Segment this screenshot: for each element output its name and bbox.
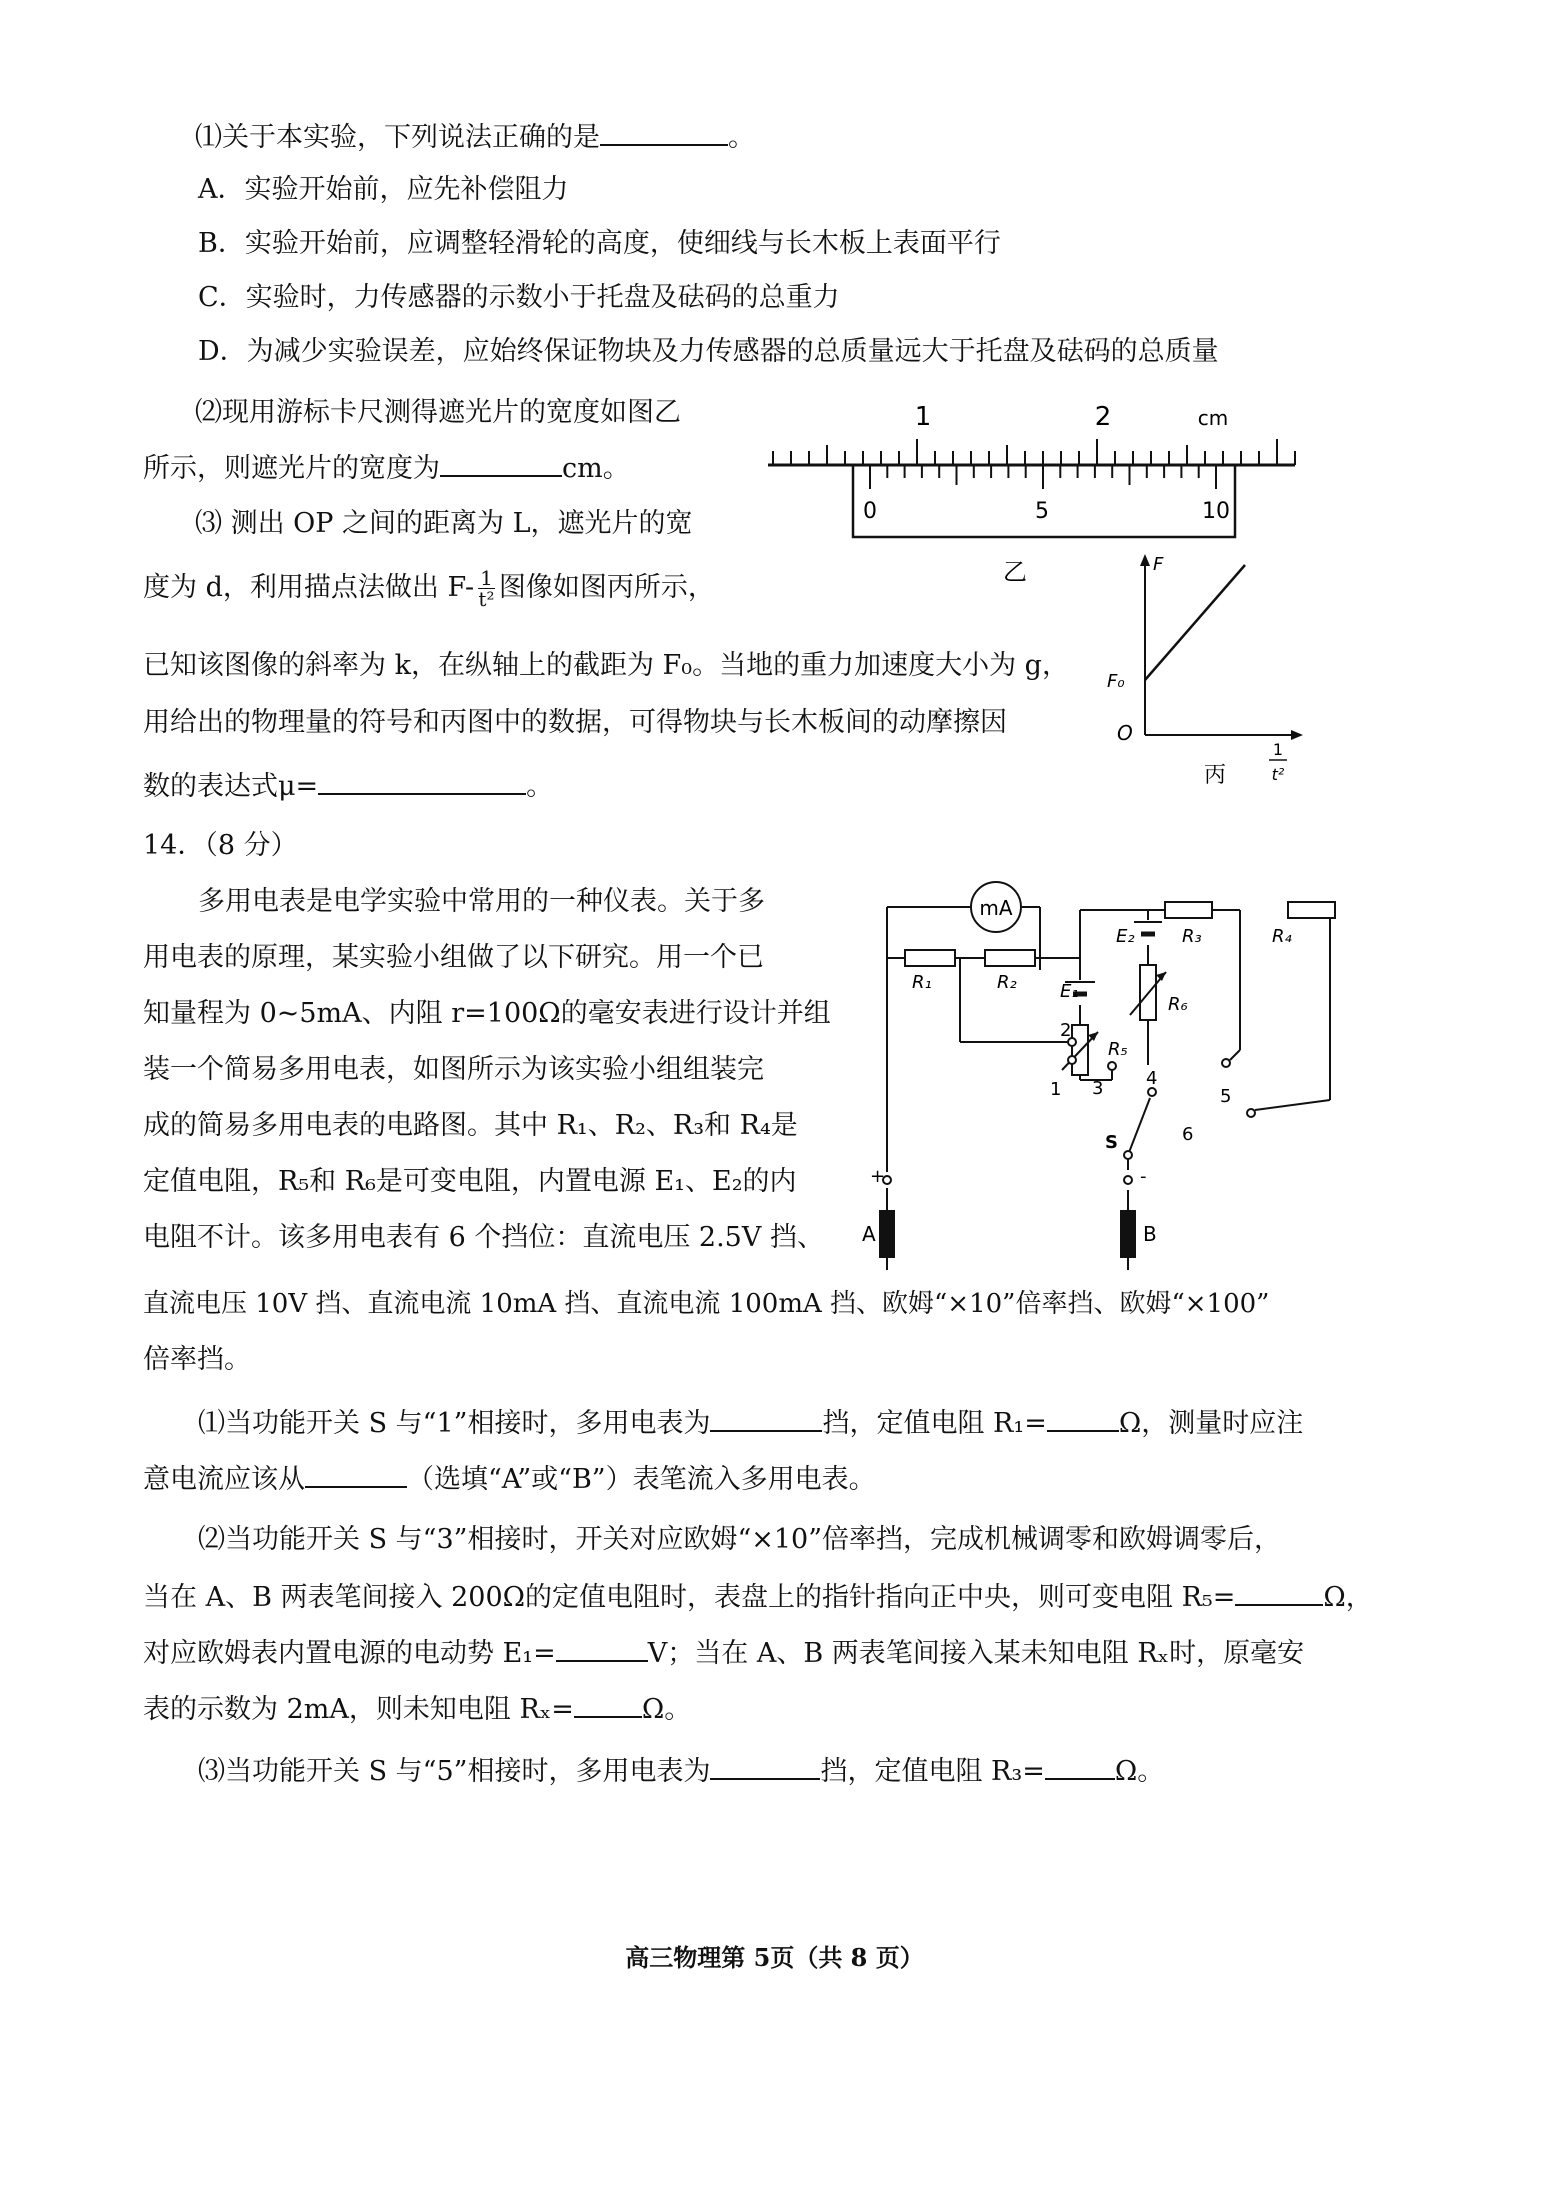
answer-blank[interactable] <box>1235 1576 1323 1606</box>
r2-label: R₂ <box>997 972 1017 993</box>
terminal-label-4: 4 <box>1146 1068 1158 1089</box>
vernier-scale-ticks <box>870 465 1216 489</box>
switch-pivot <box>1124 1151 1132 1159</box>
q14-intro-9: 倍率挡。 <box>143 1344 251 1375</box>
intercept-label: F₀ <box>1107 671 1125 692</box>
probe-b-terminal <box>1124 1176 1132 1184</box>
vernier-label-10: 10 <box>1202 499 1230 524</box>
q13-part3-line1: ⑶ 测出 OP 之间的距离为 L，遮光片的宽 <box>195 508 693 539</box>
q14-sub1-line1: ⑴当功能开关 S 与“1”相接时，多用电表为 挡，定值电阻 R₁= Ω，测量时应注 <box>198 1402 1303 1444</box>
minus-sign: - <box>1140 1166 1147 1187</box>
x-axis-label-den: t² <box>1271 765 1285 784</box>
q13-part3-line5: 数的表达式μ= 。 <box>143 765 553 807</box>
figure-caption-yi: 乙 <box>1003 558 1027 586</box>
q14-sub2-line3: 对应欧姆表内置电源的电动势 E₁= V；当在 A、B 两表笔间接入某未知电阻 Rₓ时，原毫安 <box>143 1632 1304 1674</box>
q14-sub2-line1: ⑵当功能开关 S 与“3”相接时，开关对应欧姆“×10”倍率挡，完成机械调零和欧姆调零后， <box>198 1524 1282 1555</box>
answer-blank[interactable] <box>556 1632 648 1662</box>
terminal-3 <box>1108 1062 1116 1070</box>
f-vs-inverse-t2-graph <box>1095 550 1315 800</box>
answer-blank[interactable] <box>1047 1402 1119 1432</box>
switch-label: S <box>1105 1132 1118 1153</box>
q13-part2-line2: 所示，则遮光片的宽度为 cm。 <box>143 447 630 489</box>
probe-b <box>1120 1210 1136 1258</box>
answer-blank[interactable] <box>440 447 562 477</box>
resistor-r1 <box>905 950 955 966</box>
q14-intro-1: 多用电表是电学实验中常用的一种仪表。关于多 <box>198 886 765 917</box>
answer-blank[interactable] <box>1045 1750 1115 1780</box>
e1-label: E₁ <box>1060 981 1079 1002</box>
y-axis-label: F <box>1153 554 1164 575</box>
probe-a <box>879 1210 895 1258</box>
terminal-label-5: 5 <box>1220 1086 1232 1107</box>
plus-sign: + <box>870 1166 886 1187</box>
vernier-label-5: 5 <box>1035 499 1049 524</box>
option-d: D．为减少实验误差，应始终保证物块及力传感器的总质量远大于托盘及砝码的总质量 <box>198 336 1219 367</box>
q13-part1: ⑴关于本实验，下列说法正确的是 。 <box>195 116 755 158</box>
terminal-6 <box>1247 1109 1255 1117</box>
q13-part3-line2: 度为 d，利用描点法做出 F- $\frac{1}{\text{t²}}$ 图像如图丙所示， <box>143 566 715 611</box>
r4-label: R₄ <box>1272 926 1292 947</box>
terminal-5 <box>1222 1059 1230 1067</box>
answer-blank[interactable] <box>710 1750 820 1780</box>
meter-label: mA <box>979 896 1013 920</box>
terminal-label-6: 6 <box>1182 1124 1194 1145</box>
r3-label: R₃ <box>1182 926 1202 947</box>
q14-intro-5: 成的简易多用电表的电路图。其中 R₁、R₂、R₃和 R₄是 <box>143 1110 798 1141</box>
q14-sub3: ⑶当功能开关 S 与“5”相接时，多用电表为 挡，定值电阻 R₃= Ω。 <box>198 1750 1164 1792</box>
main-label-2: 2 <box>1094 402 1112 432</box>
answer-blank[interactable] <box>318 765 526 795</box>
answer-blank[interactable] <box>305 1458 407 1488</box>
q14-intro-7: 电阻不计。该多用电表有 6 个挡位：直流电压 2.5V 挡、 <box>143 1222 824 1253</box>
vernier-label-0: 0 <box>863 499 877 524</box>
q14-intro-4: 装一个简易多用电表，如图所示为该实验小组组装完 <box>143 1054 764 1085</box>
main-label-1: 1 <box>914 402 932 432</box>
fraction-1-over-t2: $\frac{1}{\text{t²}}$ <box>478 566 495 611</box>
option-b: B．实验开始前，应调整轻滑轮的高度，使细线与长木板上表面平行 <box>198 228 1001 259</box>
q14-intro-2: 用电表的原理，某实验小组做了以下研究。用一个已 <box>143 942 764 973</box>
r5-label: R₅ <box>1108 1039 1128 1060</box>
figure-caption-bing: 丙 <box>1203 763 1227 788</box>
origin-label: O <box>1117 721 1133 745</box>
terminal-4 <box>1148 1088 1156 1096</box>
q14-intro-3: 知量程为 0~5mA、内阻 r=100Ω的毫安表进行设计并组 <box>143 998 831 1029</box>
multimeter-circuit-diagram <box>860 870 1400 1270</box>
q14-intro-6: 定值电阻，R₅和 R₆是可变电阻，内置电源 E₁、E₂的内 <box>143 1166 797 1197</box>
resistor-r4 <box>1288 902 1335 918</box>
r6-label: R₆ <box>1168 994 1188 1015</box>
q14-intro-8: 直流电压 10V 挡、直流电流 10mA 挡、直流电流 100mA 挡、欧姆“×10”倍率挡、欧姆“×100” <box>143 1289 1270 1319</box>
unit-label: cm <box>1197 406 1229 430</box>
terminal-1 <box>1068 1056 1076 1064</box>
q13-part2-line1: ⑵现用游标卡尺测得遮光片的宽度如图乙 <box>195 397 681 428</box>
q14-sub1-line2: 意电流应该从 （选填“A”或“B”）表笔流入多用电表。 <box>143 1458 876 1500</box>
terminal-label-2: 2 <box>1060 1020 1072 1041</box>
terminal-label-1: 1 <box>1050 1079 1062 1100</box>
answer-blank[interactable] <box>710 1402 822 1432</box>
answer-blank[interactable] <box>600 116 728 146</box>
r1-label: R₁ <box>912 972 932 993</box>
resistor-r2 <box>985 950 1035 966</box>
q14-header: 14．（8 分） <box>143 830 298 861</box>
terminal-label-3: 3 <box>1092 1078 1104 1099</box>
q14-sub2-line4: 表的示数为 2mA，则未知电阻 Rₓ= Ω。 <box>143 1688 691 1730</box>
option-a: A．实验开始前，应先补偿阻力 <box>198 174 569 205</box>
graph-line <box>1145 565 1245 680</box>
x-axis-label-num: 1 <box>1272 740 1284 759</box>
probe-b-label: B <box>1143 1222 1157 1246</box>
resistor-r3 <box>1165 902 1212 918</box>
main-scale-ticks <box>773 439 1295 465</box>
probe-a-label: A <box>862 1222 876 1246</box>
q14-sub2-line2: 当在 A、B 两表笔间接入 200Ω的定值电阻时，表盘上的指针指向正中央，则可变电阻 R₅= Ω， <box>143 1576 1373 1618</box>
option-c: C．实验时，力传感器的示数小于托盘及砝码的总重力 <box>198 282 840 313</box>
e2-label: E₂ <box>1116 926 1135 947</box>
q13-part3-line3: 已知该图像的斜率为 k，在纵轴上的截距为 F₀。当地的重力加速度大小为 g， <box>143 650 1069 681</box>
answer-blank[interactable] <box>574 1688 642 1718</box>
page-footer: 高三物理第 5页（共 8 页） <box>625 1943 924 1972</box>
q13-part3-line4: 用给出的物理量的符号和丙图中的数据，可得物块与长木板间的动摩擦因 <box>143 707 1007 738</box>
